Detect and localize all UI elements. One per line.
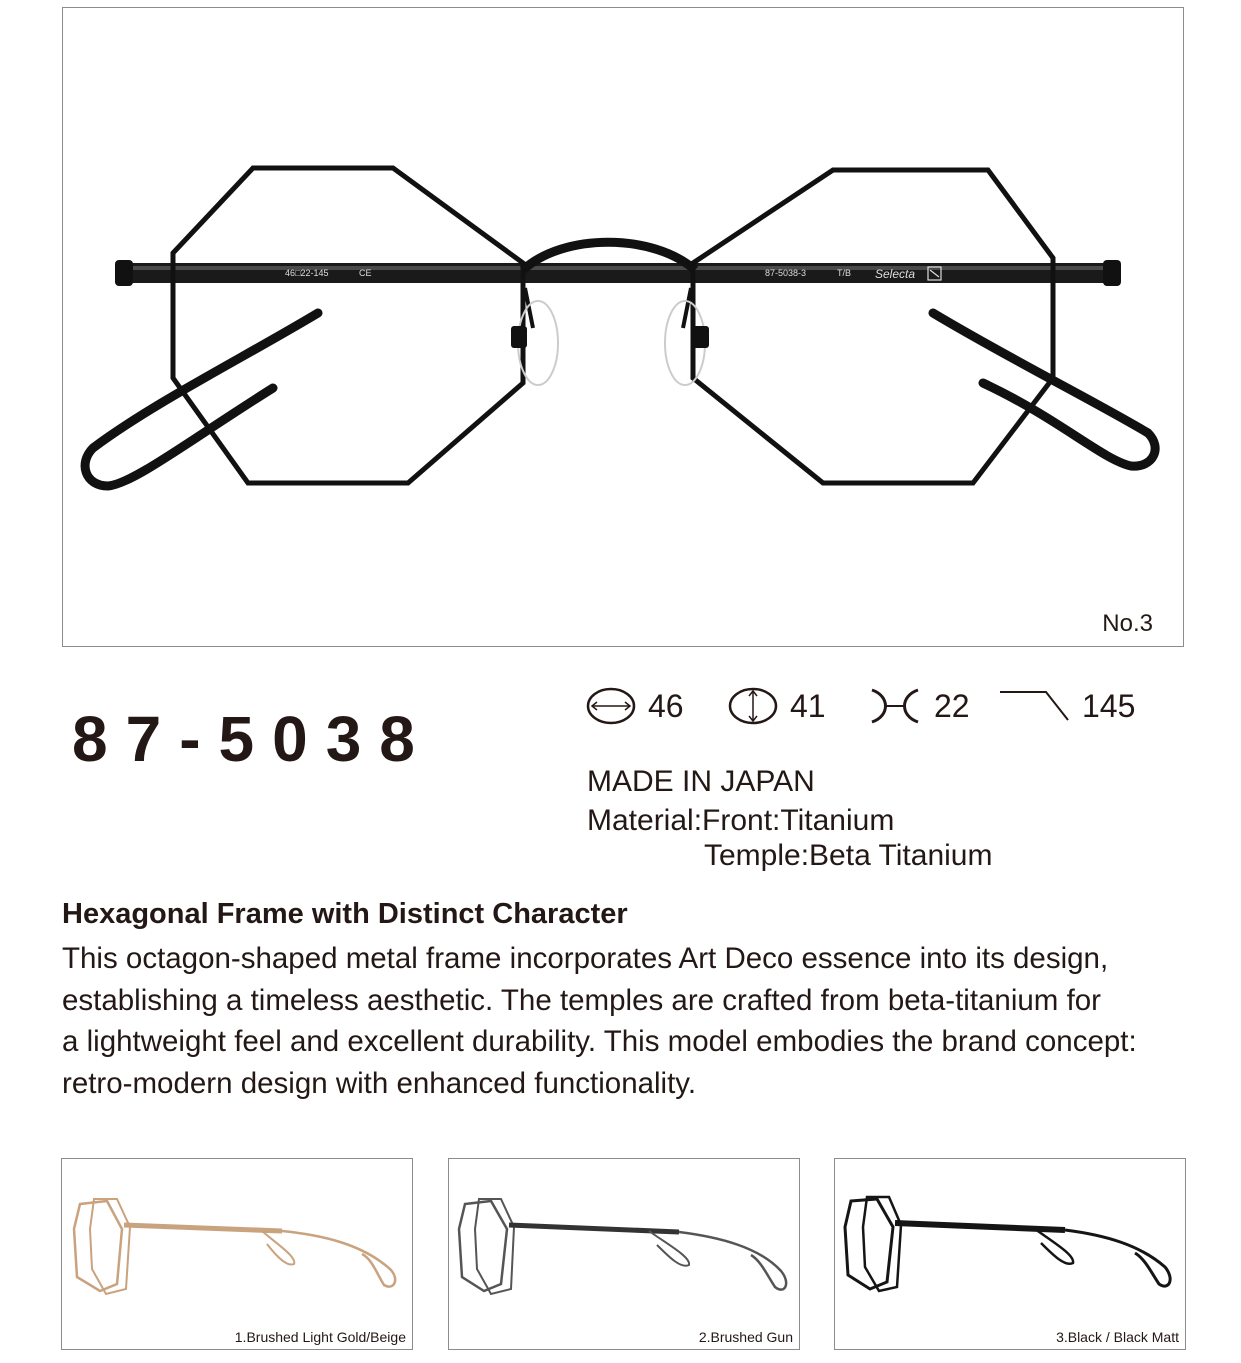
bridge-icon [868, 686, 922, 726]
lens-height-value: 41 [790, 687, 826, 724]
temple-length-icon [998, 686, 1070, 726]
image-number-label: No.3 [1102, 610, 1153, 637]
lens-width-icon [586, 686, 636, 726]
description-line-4: retro-modern design with enhanced functionality. [62, 1067, 697, 1100]
description-title: Hexagonal Frame with Distinct Character [62, 898, 628, 930]
lens-width-value: 46 [648, 687, 684, 724]
model-number: 87-5038 [72, 703, 433, 775]
lens-height-icon [728, 686, 778, 726]
hero-product-image [62, 7, 1184, 647]
glasses-front-illustration [63, 8, 1185, 648]
variant-2-side-image [449, 1159, 801, 1351]
temple-length-spec [998, 682, 1135, 730]
material-front-text: Material:Front:Titanium [587, 804, 895, 837]
lens-width-spec [586, 682, 684, 730]
variant-1-label: 1.Brushed Light Gold/Beige [234, 1329, 406, 1345]
temple-length-value: 145 [1082, 687, 1136, 724]
variant-1-side-image [62, 1159, 414, 1351]
dimensions-row [586, 682, 1186, 730]
description-line-2: establishing a timeless aesthetic. The temples are crafted from beta-titanium for [62, 984, 1101, 1017]
lens-height-spec [728, 682, 826, 730]
temple-print-size: 46□22-145 [285, 268, 329, 278]
temple-print-model: 87-5038-3 [765, 268, 807, 278]
variant-card-3[interactable] [834, 1158, 1186, 1350]
temple-print-material: T/B [837, 268, 852, 278]
temple-print-ce: CE [359, 268, 372, 278]
variant-2-label: 2.Brushed Gun [698, 1329, 793, 1345]
variant-3-label: 3.Black / Black Matt [1056, 1329, 1179, 1345]
variant-card-2[interactable] [448, 1158, 800, 1350]
bridge-value: 22 [934, 687, 970, 724]
material-temple-text: Temple:Beta Titanium [704, 839, 993, 872]
bridge-spec [868, 682, 970, 730]
description-line-1: This octagon-shaped metal frame incorporates Art Deco essence into its design, [62, 942, 1109, 975]
temple-print-brand: Selecta [875, 267, 916, 281]
variant-card-1[interactable] [61, 1158, 413, 1350]
variant-3-side-image [835, 1159, 1187, 1351]
origin-text: MADE IN JAPAN [587, 765, 815, 798]
description-line-3: a lightweight feel and excellent durability. This model embodies the brand concept: [62, 1025, 1137, 1058]
